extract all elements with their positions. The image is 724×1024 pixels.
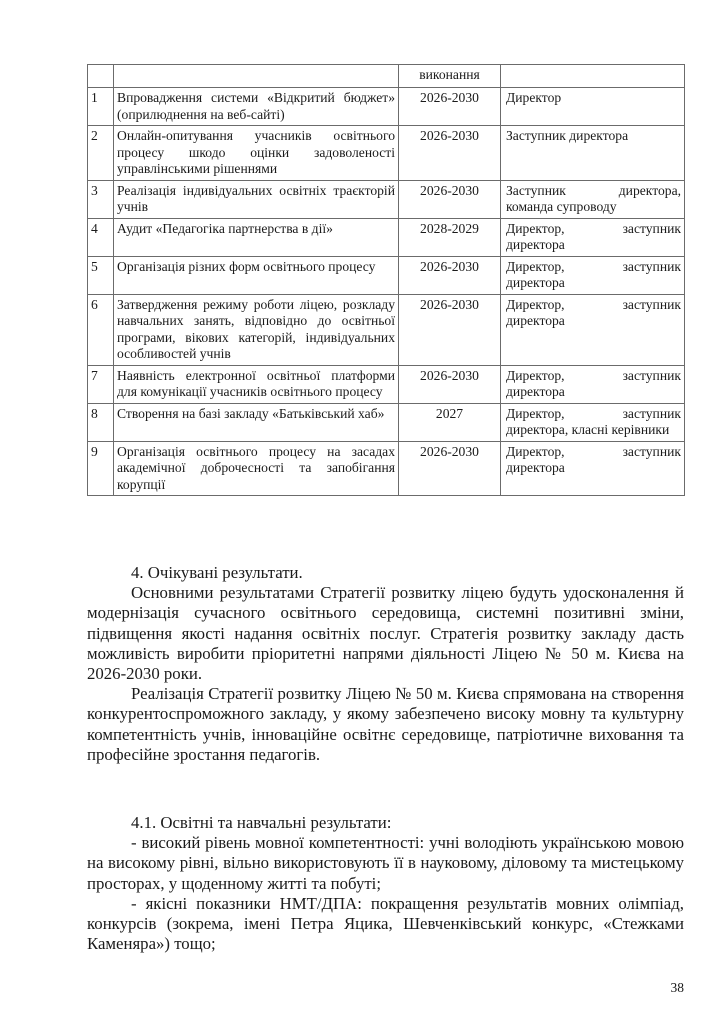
table-row bbox=[88, 126, 685, 181]
row-task: Аудит «Педагогіка партнерства в дії» bbox=[114, 218, 399, 256]
row-task: Реалізація індивідуальних освітніх траєкторій учнів bbox=[114, 180, 399, 218]
row-responsible: Директор, заступник директора bbox=[501, 365, 685, 403]
row-task: Онлайн-опитування учасників освітнього процесу шкодо оцінки задоволеності управлінськими рішеннями bbox=[114, 126, 399, 181]
table-row bbox=[88, 294, 685, 365]
row-responsible: Директор, заступник директора bbox=[501, 218, 685, 256]
section-educational-results bbox=[87, 813, 684, 954]
row-num: 4 bbox=[88, 218, 114, 256]
row-num: 5 bbox=[88, 256, 114, 294]
row-task: Створення на базі закладу «Батьківський хаб» bbox=[114, 403, 399, 441]
paragraph: Основними результатами Стратегії розвитку ліцею будуть удосконалення й модернізація сучасного освітнього середовища, системні позитивні зміни, підвищення якості надання освітніх послуг. Стратегія розвитку закладу дасть можливість виробити пріоритетні напрями діяльності Ліцею № 50 м. Києва на 2026-2030 роки. bbox=[87, 583, 684, 684]
section-expected-results bbox=[87, 563, 684, 765]
table-row bbox=[88, 403, 685, 441]
section-heading: 4. Очікувані результати. bbox=[131, 563, 303, 582]
table-row bbox=[88, 180, 685, 218]
paragraph: Реалізація Стратегії розвитку Ліцею № 50 м. Києва спрямована на створення конкурентоспроможного закладу, у якому забезпечено високу мовну та культурну компетентність учнів, інноваційне освітнє середовище, патріотичне виховання та професійне зростання педагогів. bbox=[87, 684, 684, 764]
row-responsible: Директор, заступник директора bbox=[501, 256, 685, 294]
row-responsible: Заступник директора, команда супроводу bbox=[501, 180, 685, 218]
row-term: 2026-2030 bbox=[399, 294, 501, 365]
header-num bbox=[88, 65, 114, 88]
row-num: 9 bbox=[88, 441, 114, 496]
row-responsible: Директор, заступник директора bbox=[501, 294, 685, 365]
row-task: Впровадження системи «Відкритий бюджет» (оприлюднення на веб-сайті) bbox=[114, 88, 399, 126]
row-term: 2028-2029 bbox=[399, 218, 501, 256]
row-responsible: Директор, заступник директора bbox=[501, 441, 685, 496]
row-task: Організація освітнього процесу на засадах академічної доброчесності та запобігання корупції bbox=[114, 441, 399, 496]
row-term: 2026-2030 bbox=[399, 126, 501, 181]
table-row bbox=[88, 88, 685, 126]
header-task bbox=[114, 65, 399, 88]
row-term: 2026-2030 bbox=[399, 256, 501, 294]
table-row bbox=[88, 218, 685, 256]
table-row bbox=[88, 365, 685, 403]
list-item: - якісні показники НМТ/ДПА: покращення результатів мовних олімпіад, конкурсів (зокрема, імені Петра Яцика, Шевченківський конкурс, «Стежками Каменяра») тощо; bbox=[87, 893, 684, 954]
row-num: 1 bbox=[88, 88, 114, 126]
row-num: 8 bbox=[88, 403, 114, 441]
row-num: 7 bbox=[88, 365, 114, 403]
row-num: 2 bbox=[88, 126, 114, 181]
table-row bbox=[88, 256, 685, 294]
action-plan-table bbox=[87, 64, 685, 496]
row-num: 6 bbox=[88, 294, 114, 365]
row-num: 3 bbox=[88, 180, 114, 218]
row-responsible: Заступник директора bbox=[501, 126, 685, 181]
row-task: Наявність електронної освітньої платформи для комунікації учасників освітнього процесу bbox=[114, 365, 399, 403]
list-item: - високий рівень мовної компетентності: учні володіють українською мовою на високому рівні, вільно використовують її в науковому, діловому та мистецькому просторах, у щоденному житті та побуті; bbox=[87, 833, 684, 893]
row-term: 2027 bbox=[399, 403, 501, 441]
header-term: виконання bbox=[399, 65, 501, 88]
row-term: 2026-2030 bbox=[399, 441, 501, 496]
header-responsible bbox=[501, 65, 685, 88]
row-task: Затвердження режиму роботи ліцею, розкладу навчальних занять, відповідно до освітньої програми, вікових категорій, індивідуальних особливостей учнів bbox=[114, 294, 399, 365]
page-number: 38 bbox=[670, 980, 684, 995]
row-term: 2026-2030 bbox=[399, 180, 501, 218]
row-term: 2026-2030 bbox=[399, 365, 501, 403]
row-responsible: Директор bbox=[501, 88, 685, 126]
subsection-heading: 4.1. Освітні та навчальні результати: bbox=[131, 813, 392, 832]
table-row bbox=[88, 441, 685, 496]
row-task: Організація різних форм освітнього процесу bbox=[114, 256, 399, 294]
table-header-row bbox=[88, 65, 685, 88]
row-responsible: Директор, заступник директора, класні керівники bbox=[501, 403, 685, 441]
row-term: 2026-2030 bbox=[399, 88, 501, 126]
